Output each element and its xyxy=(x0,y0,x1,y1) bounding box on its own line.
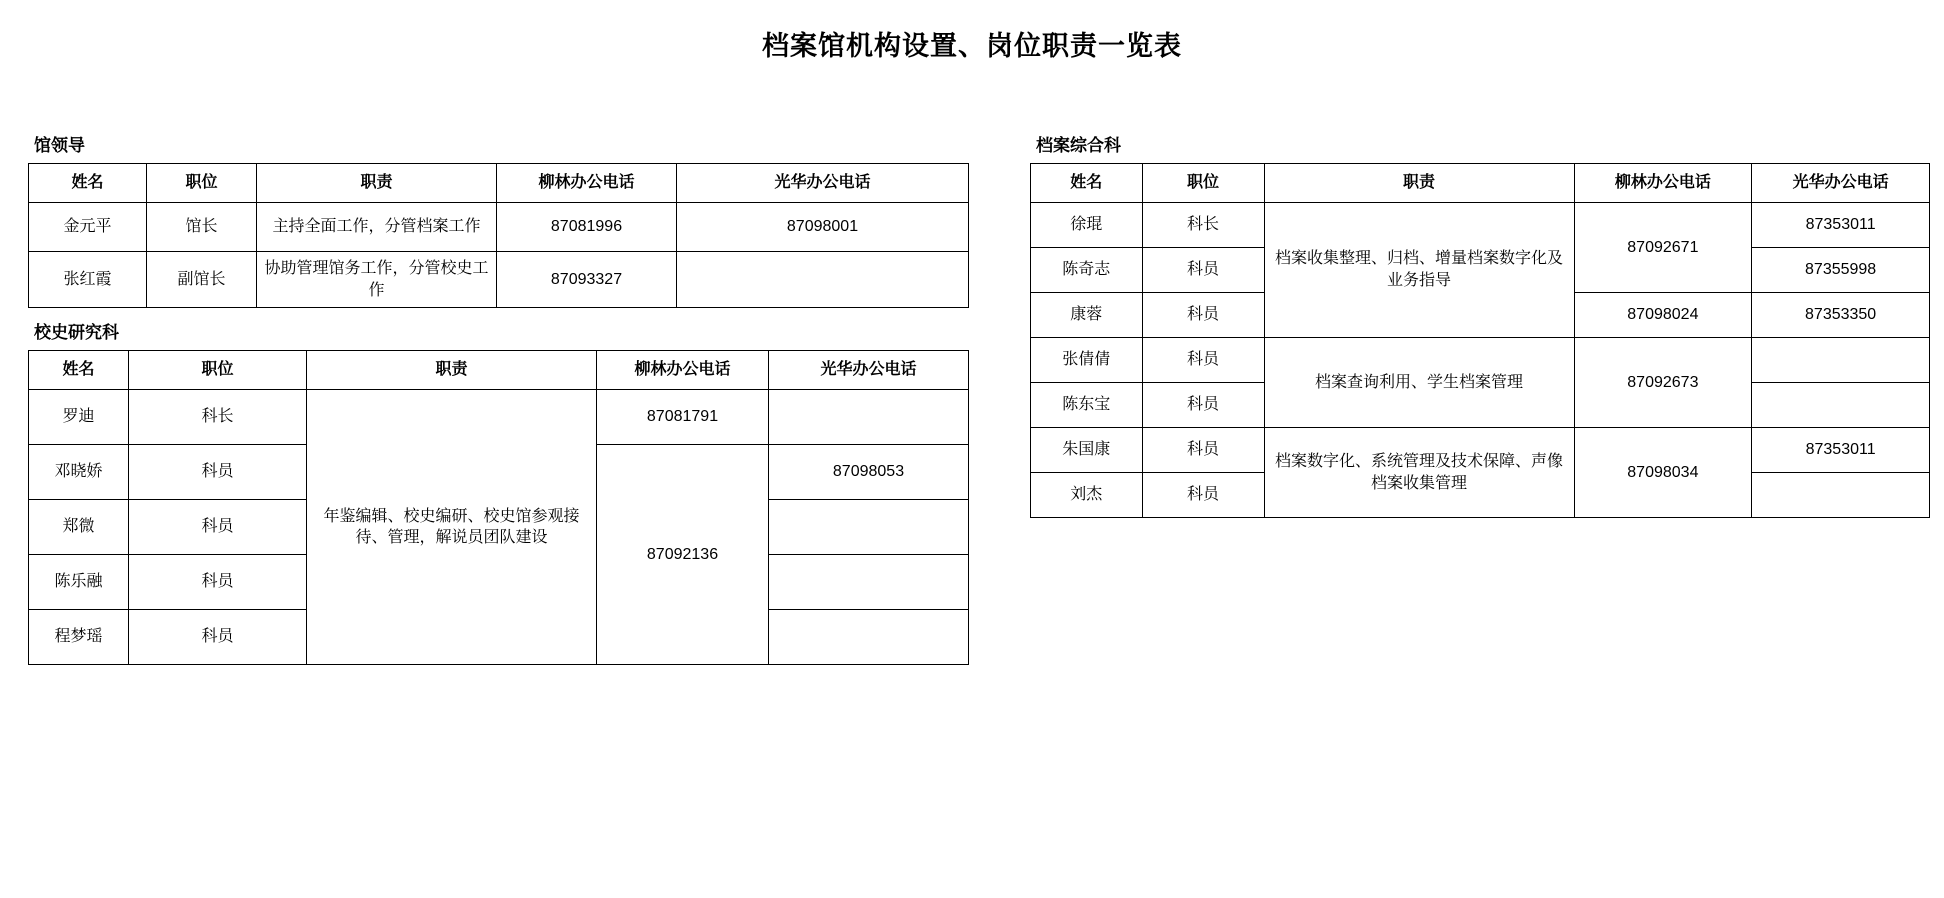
cell-duty-merged: 档案收集整理、归档、增量档案数字化及业务指导 xyxy=(1264,203,1574,338)
cell-name: 邓晓娇 xyxy=(29,445,129,500)
column-header-phone-liulin: 柳林办公电话 xyxy=(497,164,677,203)
column-header-position: 职位 xyxy=(129,351,307,390)
section-heading-archives: 档案综合科 xyxy=(1036,136,1121,155)
cell-phone-guanghua xyxy=(769,555,969,610)
column-header-duty: 职责 xyxy=(257,164,497,203)
cell-phone-guanghua: 87353011 xyxy=(1752,428,1930,473)
content-columns xyxy=(0,131,1944,665)
cell-phone-liulin-merged: 87092671 xyxy=(1574,203,1752,293)
cell-name: 程梦瑶 xyxy=(29,610,129,665)
column-header-duty: 职责 xyxy=(307,351,597,390)
page-title: 档案馆机构设置、岗位职责一览表 xyxy=(762,31,1182,61)
cell-position: 副馆长 xyxy=(147,252,257,308)
cell-position: 科员 xyxy=(1142,338,1264,383)
left-column xyxy=(28,131,968,665)
table-history-research xyxy=(28,350,969,665)
section-heading-history: 校史研究科 xyxy=(34,323,119,343)
column-header-phone-liulin: 柳林办公电话 xyxy=(1574,164,1752,203)
table-row xyxy=(29,252,969,308)
cell-position: 科长 xyxy=(1142,203,1264,248)
table-row xyxy=(29,390,969,445)
table-header-row xyxy=(1031,164,1930,203)
table-archives-comprehensive xyxy=(1030,163,1930,518)
cell-name: 张倩倩 xyxy=(1031,338,1143,383)
cell-phone-liulin-merged: 87098034 xyxy=(1574,428,1752,518)
cell-phone-guanghua: 87098001 xyxy=(677,203,969,252)
cell-phone-guanghua: 87355998 xyxy=(1752,248,1930,293)
cell-position: 科员 xyxy=(129,500,307,555)
column-header-phone-guanghua: 光华办公电话 xyxy=(677,164,969,203)
cell-name: 康蓉 xyxy=(1031,293,1143,338)
cell-phone-guanghua xyxy=(1752,383,1930,428)
column-header-name: 姓名 xyxy=(1031,164,1143,203)
cell-phone-liulin: 87093327 xyxy=(497,252,677,308)
column-header-phone-guanghua: 光华办公电话 xyxy=(1752,164,1930,203)
cell-position: 科员 xyxy=(1142,428,1264,473)
cell-position: 科员 xyxy=(1142,473,1264,518)
cell-name: 陈东宝 xyxy=(1031,383,1143,428)
cell-position: 科员 xyxy=(129,555,307,610)
cell-phone-liulin: 87081996 xyxy=(497,203,677,252)
column-header-position: 职位 xyxy=(1142,164,1264,203)
column-header-name: 姓名 xyxy=(29,351,129,390)
cell-name: 郑微 xyxy=(29,500,129,555)
cell-name: 朱国康 xyxy=(1031,428,1143,473)
cell-phone-liulin: 87098024 xyxy=(1574,293,1752,338)
table-row xyxy=(1031,428,1930,473)
table-row xyxy=(1031,203,1930,248)
column-header-phone-guanghua: 光华办公电话 xyxy=(769,351,969,390)
cell-phone-liulin: 87081791 xyxy=(597,390,769,445)
cell-position: 科员 xyxy=(1142,383,1264,428)
cell-position: 科员 xyxy=(1142,248,1264,293)
cell-position: 科员 xyxy=(129,610,307,665)
cell-duty-merged: 档案查询利用、学生档案管理 xyxy=(1264,338,1574,428)
cell-phone-liulin-merged: 87092673 xyxy=(1574,338,1752,428)
cell-phone-guanghua xyxy=(677,252,969,308)
cell-position: 馆长 xyxy=(147,203,257,252)
section-heading-leaders: 馆领导 xyxy=(34,136,85,155)
cell-name: 金元平 xyxy=(29,203,147,252)
cell-duty: 主持全面工作，分管档案工作 xyxy=(257,203,497,252)
cell-phone-guanghua xyxy=(1752,473,1930,518)
cell-name: 刘杰 xyxy=(1031,473,1143,518)
cell-phone-liulin-merged: 87092136 xyxy=(597,445,769,665)
cell-position: 科员 xyxy=(129,445,307,500)
right-column xyxy=(1030,131,1930,518)
table-leaders xyxy=(28,163,969,308)
cell-phone-guanghua xyxy=(769,500,969,555)
cell-phone-guanghua: 87353011 xyxy=(1752,203,1930,248)
cell-position: 科长 xyxy=(129,390,307,445)
cell-duty-merged: 年鉴编辑、校史编研、校史馆参观接待、管理，解说员团队建设 xyxy=(307,390,597,665)
cell-name: 张红霞 xyxy=(29,252,147,308)
column-header-name: 姓名 xyxy=(29,164,147,203)
table-row xyxy=(1031,338,1930,383)
column-header-position: 职位 xyxy=(147,164,257,203)
table-header-row xyxy=(29,351,969,390)
cell-name: 徐琨 xyxy=(1031,203,1143,248)
cell-phone-guanghua xyxy=(1752,338,1930,383)
cell-phone-guanghua xyxy=(769,610,969,665)
cell-phone-guanghua: 87098053 xyxy=(769,445,969,500)
table-row xyxy=(29,203,969,252)
column-header-phone-liulin: 柳林办公电话 xyxy=(597,351,769,390)
cell-name: 陈奇志 xyxy=(1031,248,1143,293)
cell-name: 陈乐融 xyxy=(29,555,129,610)
cell-duty: 协助管理馆务工作，分管校史工作 xyxy=(257,252,497,308)
cell-name: 罗迪 xyxy=(29,390,129,445)
cell-phone-guanghua: 87353350 xyxy=(1752,293,1930,338)
cell-position: 科员 xyxy=(1142,293,1264,338)
cell-phone-guanghua xyxy=(769,390,969,445)
table-header-row xyxy=(29,164,969,203)
column-header-duty: 职责 xyxy=(1264,164,1574,203)
cell-duty-merged: 档案数字化、系统管理及技术保障、声像档案收集管理 xyxy=(1264,428,1574,518)
